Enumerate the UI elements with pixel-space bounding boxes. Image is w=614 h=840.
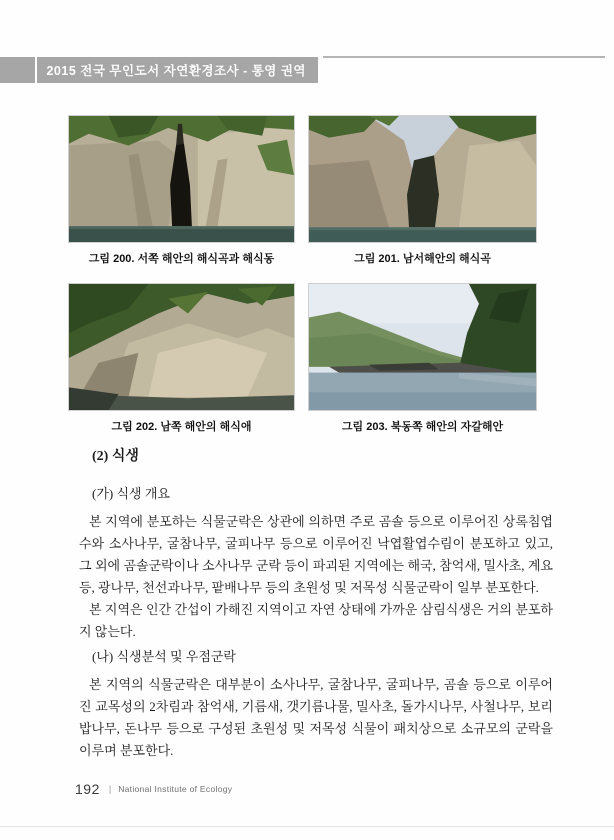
running-header-title: 2015 전국 무인도서 자연환경조사 - 통영 권역 — [35, 57, 306, 83]
page-footer — [75, 781, 232, 797]
body-text — [79, 447, 553, 762]
paragraph-vegetation-2: 본 지역은 인간 간섭이 가해진 지역이고 자연 상태에 가까운 삼림식생은 거의 분포하지 않는다. — [79, 602, 553, 639]
figure-203 — [308, 283, 537, 451]
header-rule-line — [323, 56, 605, 58]
photo-south-coast-cliff-image — [69, 284, 294, 410]
running-header-bar — [0, 57, 318, 83]
photo-west-coast-sea-cave — [68, 115, 295, 243]
figure-201 — [308, 115, 537, 283]
page-number: 192 — [75, 781, 100, 797]
figure-202 — [68, 283, 295, 451]
figure-203-caption: 그림 203. 북동쪽 해안의 자갈해안 — [341, 421, 504, 433]
section-heading-vegetation: (2) 식생 — [92, 449, 139, 464]
figure-200 — [68, 115, 295, 283]
figure-grid — [68, 115, 538, 451]
sub-heading-vegetation-analysis: (나) 식생분석 및 우점군락 — [92, 649, 236, 664]
photo-west-coast-sea-cave-image — [69, 116, 294, 242]
footer-divider: | — [108, 784, 112, 794]
figure-200-caption: 그림 200. 서쪽 해안의 해식곡과 해식동 — [88, 253, 275, 265]
publisher-name: National Institute of Ecology — [118, 784, 233, 794]
figure-201-caption: 그림 201. 남서해안의 해식곡 — [354, 253, 491, 265]
page-bottom-edge — [0, 826, 614, 827]
sub-heading-vegetation-overview: (가) 식생 개요 — [92, 486, 170, 501]
photo-southwest-coast-valley — [308, 115, 537, 243]
photo-southwest-coast-image — [309, 116, 536, 242]
photo-south-coast-cliff — [68, 283, 295, 411]
paragraph-vegetation-3: 본 지역의 식물군락은 대부분이 소사나무, 굴참나무, 굴피나무, 곰솔 등으로 이루어진 교목성의 2차림과 참억새, 기름새, 갯기름나물, 밀사초, 돌가시나무, 사철나무, 보리밥나무, 돈나무 등으로 구성된 초원성 및 저목성 식물이 패치상으로 소규모의 군락을 이루며 분포한다. — [79, 677, 553, 758]
photo-northeast-gravel-beach — [308, 283, 537, 411]
paragraph-vegetation-1: 본 지역에 분포하는 식물군락은 상관에 의하면 주로 곰솔 등으로 이루어진 상록침엽수와 소사나무, 굴참나무, 굴피나무 등으로 이루어진 낙엽활엽수림이 분포하고 있고, 그 외에 곰솔군락이나 소사나무 군락 등이 파괴된 지역에는 해국, 참억새, 밀사초, 계요등, 광나무, 천선과나무, 팥배나무 등의 초원성 및 저목성 식물군락이 일부 분포한다. — [79, 514, 553, 595]
figure-202-caption: 그림 202. 남쪽 해안의 해식애 — [111, 421, 252, 433]
photo-gravel-beach-image — [309, 284, 536, 410]
